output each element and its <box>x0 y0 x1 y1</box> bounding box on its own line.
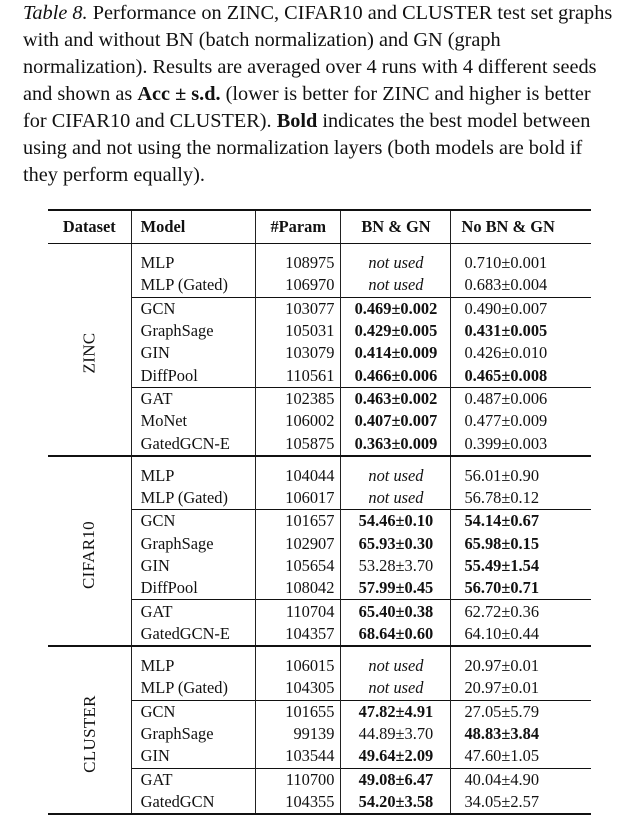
param-cell: 106017 <box>256 487 341 510</box>
bn-gn-cell: 47.82±4.91 <box>341 700 451 723</box>
model-cell: GAT <box>131 768 255 791</box>
dataset-label: ZINC <box>79 332 99 374</box>
param-cell: 102385 <box>256 387 341 410</box>
bn-gn-cell: 57.99±0.45 <box>341 577 451 600</box>
param-cell: 105031 <box>256 320 341 342</box>
bn-gn-cell: 54.46±0.10 <box>341 510 451 533</box>
group-spacer <box>48 456 591 465</box>
model-cell: GCN <box>131 700 255 723</box>
param-cell: 103544 <box>256 745 341 768</box>
model-cell: GCN <box>131 297 255 320</box>
model-cell: GatedGCN-E <box>131 623 255 646</box>
param-cell: 110561 <box>256 364 341 387</box>
bn-gn-cell: not used <box>341 252 451 274</box>
no-bn-gn-cell: 0.487±0.006 <box>451 387 591 410</box>
dataset-label: CIFAR10 <box>79 520 99 589</box>
param-cell: 106015 <box>256 655 341 677</box>
dataset-cell <box>48 465 131 646</box>
model-cell: GraphSage <box>131 320 255 342</box>
no-bn-gn-cell: 40.04±4.90 <box>451 768 591 791</box>
model-cell: MLP <box>131 655 255 677</box>
model-cell: MLP <box>131 252 255 274</box>
group-spacer <box>48 646 591 655</box>
model-cell: GAT <box>131 387 255 410</box>
model-cell: GraphSage <box>131 533 255 555</box>
table-row <box>48 655 591 677</box>
no-bn-gn-cell: 47.60±1.05 <box>451 745 591 768</box>
bn-gn-cell: 65.93±0.30 <box>341 533 451 555</box>
bn-gn-cell: 0.466±0.006 <box>341 364 451 387</box>
no-bn-gn-cell: 20.97±0.01 <box>451 677 591 700</box>
no-bn-gn-cell: 0.710±0.001 <box>451 252 591 274</box>
param-cell: 101657 <box>256 510 341 533</box>
no-bn-gn-cell: 0.683±0.004 <box>451 274 591 297</box>
header-model: Model <box>131 210 255 244</box>
bn-gn-cell: not used <box>341 677 451 700</box>
bn-gn-cell: 0.363±0.009 <box>341 432 451 455</box>
header-dataset: Dataset <box>48 210 131 244</box>
param-cell: 105875 <box>256 432 341 455</box>
bn-gn-cell: not used <box>341 274 451 297</box>
caption-text-3: indicates the best model between using and not using the normalization layers (both models are bold if they perform equally). <box>23 110 591 186</box>
bn-gn-cell: 0.429±0.005 <box>341 320 451 342</box>
bn-gn-cell: 54.20±3.58 <box>341 791 451 814</box>
bn-gn-cell: not used <box>341 487 451 510</box>
param-cell: 110704 <box>256 600 341 623</box>
bn-gn-cell: 49.64±2.09 <box>341 745 451 768</box>
param-cell: 105654 <box>256 555 341 577</box>
table-caption <box>23 0 613 189</box>
param-cell: 108975 <box>256 252 341 274</box>
no-bn-gn-cell: 0.477±0.009 <box>451 410 591 432</box>
model-cell: GIN <box>131 555 255 577</box>
no-bn-gn-cell: 56.01±0.90 <box>451 465 591 487</box>
caption-label: Table 8. <box>23 2 88 24</box>
caption-acc: Acc ± s.d. <box>137 83 221 105</box>
param-cell: 104357 <box>256 623 341 646</box>
param-cell: 108042 <box>256 577 341 600</box>
model-cell: MoNet <box>131 410 255 432</box>
header-no-bn-gn: No BN & GN <box>451 210 591 244</box>
bn-gn-cell: 49.08±6.47 <box>341 768 451 791</box>
param-cell: 101655 <box>256 700 341 723</box>
bn-gn-cell: 0.463±0.002 <box>341 387 451 410</box>
no-bn-gn-cell: 54.14±0.67 <box>451 510 591 533</box>
no-bn-gn-cell: 0.399±0.003 <box>451 432 591 455</box>
bn-gn-cell: 53.28±3.70 <box>341 555 451 577</box>
bn-gn-cell: not used <box>341 465 451 487</box>
no-bn-gn-cell: 34.05±2.57 <box>451 791 591 814</box>
header-param: #Param <box>256 210 341 244</box>
bn-gn-cell: 0.414±0.009 <box>341 342 451 364</box>
dataset-label: CLUSTER <box>79 695 99 773</box>
results-table <box>48 209 591 815</box>
caption-text-2: (lower is better for ZINC and higher is better for CIFAR10 and CLUSTER). <box>23 83 591 132</box>
param-cell: 103077 <box>256 297 341 320</box>
model-cell: GraphSage <box>131 723 255 745</box>
bn-gn-cell: 0.469±0.002 <box>341 297 451 320</box>
dataset-cell <box>48 655 131 814</box>
header-bn-gn: BN & GN <box>341 210 451 244</box>
dataset-cell <box>48 252 131 456</box>
model-cell: MLP <box>131 465 255 487</box>
model-cell: GCN <box>131 510 255 533</box>
bn-gn-cell: not used <box>341 655 451 677</box>
param-cell: 104044 <box>256 465 341 487</box>
model-cell: MLP (Gated) <box>131 274 255 297</box>
model-cell: GIN <box>131 745 255 768</box>
no-bn-gn-cell: 27.05±5.79 <box>451 700 591 723</box>
model-cell: DiffPool <box>131 364 255 387</box>
no-bn-gn-cell: 0.490±0.007 <box>451 297 591 320</box>
model-cell: MLP (Gated) <box>131 487 255 510</box>
model-cell: GIN <box>131 342 255 364</box>
no-bn-gn-cell: 55.49±1.54 <box>451 555 591 577</box>
no-bn-gn-cell: 56.78±0.12 <box>451 487 591 510</box>
no-bn-gn-cell: 0.465±0.008 <box>451 364 591 387</box>
model-cell: DiffPool <box>131 577 255 600</box>
param-cell: 102907 <box>256 533 341 555</box>
group-spacer <box>48 244 591 253</box>
caption-text-1: Performance on ZINC, CIFAR10 and CLUSTER test set graphs with and without BN (batch normalization) and GN (graph normalization). Results are averaged over 4 runs with 4 different seeds and shown as <box>23 2 613 105</box>
bn-gn-cell: 68.64±0.60 <box>341 623 451 646</box>
caption-bold-word: Bold <box>276 110 318 132</box>
no-bn-gn-cell: 65.98±0.15 <box>451 533 591 555</box>
param-cell: 106970 <box>256 274 341 297</box>
no-bn-gn-cell: 0.431±0.005 <box>451 320 591 342</box>
param-cell: 106002 <box>256 410 341 432</box>
param-cell: 104305 <box>256 677 341 700</box>
table-row <box>48 252 591 274</box>
model-cell: GAT <box>131 600 255 623</box>
bn-gn-cell: 65.40±0.38 <box>341 600 451 623</box>
model-cell: GatedGCN-E <box>131 432 255 455</box>
no-bn-gn-cell: 64.10±0.44 <box>451 623 591 646</box>
param-cell: 99139 <box>256 723 341 745</box>
model-cell: GatedGCN <box>131 791 255 814</box>
table-row <box>48 465 591 487</box>
no-bn-gn-cell: 56.70±0.71 <box>451 577 591 600</box>
no-bn-gn-cell: 0.426±0.010 <box>451 342 591 364</box>
bn-gn-cell: 44.89±3.70 <box>341 723 451 745</box>
bn-gn-cell: 0.407±0.007 <box>341 410 451 432</box>
no-bn-gn-cell: 20.97±0.01 <box>451 655 591 677</box>
model-cell: MLP (Gated) <box>131 677 255 700</box>
no-bn-gn-cell: 62.72±0.36 <box>451 600 591 623</box>
param-cell: 104355 <box>256 791 341 814</box>
no-bn-gn-cell: 48.83±3.84 <box>451 723 591 745</box>
param-cell: 110700 <box>256 768 341 791</box>
param-cell: 103079 <box>256 342 341 364</box>
